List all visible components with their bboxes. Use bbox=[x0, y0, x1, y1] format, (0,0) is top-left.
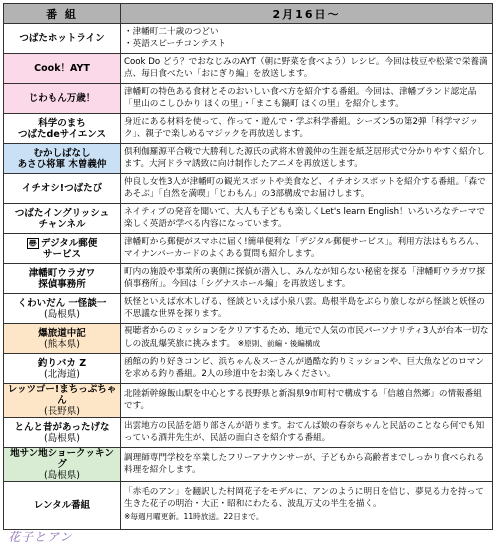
program-name-cell bbox=[4, 114, 121, 144]
program-name bbox=[7, 148, 117, 159]
program-row bbox=[4, 144, 493, 174]
program-name bbox=[7, 384, 117, 406]
description-line: 「赤毛のアン」を翻訳した村岡花子をモデルに、アンのように明日を信じ、夢見る力を持って生きた花子の明治・大正・昭和にわたる、波乱万丈の半生を描く。 bbox=[124, 487, 484, 510]
program-description bbox=[121, 418, 493, 448]
program-region bbox=[7, 406, 117, 417]
description-line: 函館の釣り好きコンビ、浜ちゃん＆スーさんが過酷な釣りミッションや、巨大魚などのロマンを求める釣り番組。2人の珍道中をお楽しみください。 bbox=[124, 356, 484, 379]
program-name bbox=[7, 208, 117, 219]
description-line: 津幡町から郵便がスマホに届く!簡単便利な「デジタル郵便サービス」。利用方法はもちろん、マイナンバーカードのよくある質問も紹介します。 bbox=[124, 236, 484, 259]
program-name bbox=[7, 448, 117, 470]
rental-program-logo: 花子とアン bbox=[8, 530, 73, 544]
program-name-text: つばたdeサイエンス bbox=[18, 128, 106, 140]
program-name-cell bbox=[4, 54, 121, 84]
program-name-cell bbox=[4, 324, 121, 354]
program-name-text: チャンネル bbox=[38, 218, 86, 230]
program-name-text: つばたホットライン bbox=[19, 33, 105, 44]
program-row bbox=[4, 324, 493, 354]
program-region bbox=[7, 249, 117, 260]
program-row bbox=[4, 294, 493, 324]
postal-mark-icon: 〠 bbox=[28, 238, 37, 248]
program-name-text: デジタル郵便 bbox=[40, 237, 98, 249]
program-name-text: あさひ将軍 木曽義仲 bbox=[17, 158, 107, 170]
program-name-text: (熊本県) bbox=[44, 338, 80, 350]
description-line: 津幡町の特色ある食材とそのおいしい食べ方を紹介する番組。今回は、津幡ブランド認定品「里山のこしひかり ほくの里」・「まこも鍋町 ほくの里」を紹介します。 bbox=[124, 86, 477, 109]
schedule-table bbox=[3, 3, 493, 530]
program-description bbox=[121, 84, 493, 114]
program-row bbox=[4, 84, 493, 114]
description-line: 妖怪といえば水木しげる、怪談といえば小泉八雲。島根半島をぶらり旅しながら怪談と妖怪の不思議な世界を探ります。 bbox=[124, 296, 485, 319]
program-description bbox=[121, 482, 493, 530]
program-name-text: レンタル番組 bbox=[33, 500, 91, 511]
program-region bbox=[7, 219, 117, 230]
program-row bbox=[4, 24, 493, 54]
description-line: 出雲地方の民話を語り部さんが語ります。おてんば娘の春奈ちゃんと民話のことなら何でも知っている酒井先生が、民話の面白さを紹介する番組。 bbox=[124, 420, 485, 443]
program-name-text: 科学のまち bbox=[38, 117, 86, 129]
program-name-text: (島根県) bbox=[44, 432, 80, 444]
description-line: 視聴者からのミッションをクリアするため、地元で人気の市民パーソナリティ3人が台本一切なしの波乱爆笑旅に挑みます。 ※原則、前編・後編構成 bbox=[124, 326, 489, 349]
program-name-text: (島根県) bbox=[44, 308, 80, 320]
date-column-header: 2月16日～ bbox=[121, 4, 493, 24]
program-description bbox=[121, 174, 493, 204]
program-name bbox=[7, 422, 117, 433]
program-name-cell bbox=[4, 204, 121, 234]
description-line: ・英語スピーチコンテスト bbox=[124, 38, 227, 49]
program-name-text: むかしばなし bbox=[33, 147, 91, 159]
program-name-text: とんと昔があったげな bbox=[14, 421, 110, 433]
program-name bbox=[7, 500, 117, 511]
description-line: 仲良し女性3人が津幡町の観光スポットや美食など、イチオシスポットを紹介する番組。「森であそぶ」「自然を満喫」「じわもん」の3部構成でお届けします。 bbox=[124, 176, 486, 199]
program-description bbox=[121, 204, 493, 234]
program-name bbox=[7, 358, 117, 369]
program-name-cell bbox=[4, 448, 121, 482]
program-name-text: くわいだん 一怪談一 bbox=[17, 297, 107, 309]
program-row bbox=[4, 418, 493, 448]
description-line: ・津幡町二十歳のつどい bbox=[124, 26, 219, 37]
program-description bbox=[121, 294, 493, 324]
program-name bbox=[7, 328, 117, 339]
program-description bbox=[121, 144, 493, 174]
program-region bbox=[7, 339, 117, 350]
program-name-text: イチオシ!つばたび bbox=[21, 183, 103, 194]
program-region bbox=[7, 470, 117, 481]
program-description bbox=[121, 264, 493, 294]
program-name-cell bbox=[4, 24, 121, 54]
program-region bbox=[7, 369, 117, 380]
program-name-cell bbox=[4, 384, 121, 418]
program-name-text: 津幡町ウラガワ bbox=[28, 267, 96, 279]
program-name-text: (島根県) bbox=[44, 470, 80, 481]
program-name-text: (長野県) bbox=[44, 406, 80, 417]
program-name-cell bbox=[4, 354, 121, 384]
program-row bbox=[4, 54, 493, 84]
description-line: ネイティブの発音を聞いて、大人も子どもも楽しくLet's learn English！いろいろなテーマで楽しく英語が学べる内容になっています。 bbox=[124, 206, 485, 229]
description-line: Cook Do どう？でおなじみのAYT（朝に野菜を食べよう）レシピ。今回は枝豆や松菜で栄養満点、毎日食べたい「おにぎり編」を放送します。 bbox=[124, 56, 488, 79]
program-name-cell bbox=[4, 294, 121, 324]
program-name-text: (北海道) bbox=[44, 368, 80, 380]
program-region bbox=[7, 279, 117, 290]
program-name-text: 爆旅道中記 bbox=[38, 327, 86, 339]
program-name bbox=[7, 33, 117, 44]
program-description bbox=[121, 354, 493, 384]
description-line: 北陸新幹線飯山駅を中心とする長野県と新潟県9市町村で構成する「信越自然郷」の情報番組です。 bbox=[124, 388, 482, 411]
program-name-text: サービス bbox=[42, 248, 81, 260]
program-description bbox=[121, 24, 493, 54]
program-name bbox=[7, 238, 117, 249]
program-description bbox=[121, 114, 493, 144]
program-name-text: 地サン地ショークッキング bbox=[10, 448, 114, 470]
program-row bbox=[4, 482, 493, 530]
program-column-header: 番 組 bbox=[4, 4, 121, 24]
description-line: 町内の施設や事業所の裏側に探偵が潜入し、みんなが知らない秘密を探る「津幡町ウラガワ探偵事務所」。今回は「シグナスホール編」を再放送します。 bbox=[124, 266, 485, 289]
program-row bbox=[4, 204, 493, 234]
program-description bbox=[121, 384, 493, 418]
program-name-cell bbox=[4, 482, 121, 530]
program-name-cell bbox=[4, 264, 121, 294]
program-description bbox=[121, 324, 493, 354]
program-name-cell bbox=[4, 174, 121, 204]
description-line: 調理師専門学校を卒業したフリーアナウンサーが、子どもから高齢者までしっかり食べられる料理を紹介します。 bbox=[124, 452, 485, 475]
header-row bbox=[4, 4, 493, 24]
program-name-cell bbox=[4, 84, 121, 114]
program-row bbox=[4, 264, 493, 294]
program-region bbox=[7, 129, 117, 140]
program-name-text: つばたイングリッシュ bbox=[14, 207, 110, 219]
description-note: ※原則、前編・後編構成 bbox=[237, 339, 321, 348]
program-row bbox=[4, 354, 493, 384]
description-line: 身近にある材料を使って、作って・遊んで・学ぶ科学番組。シーズン5の第2弾「科学マジック」、親子で楽しめるマジックを再放送します。 bbox=[124, 116, 479, 139]
program-name bbox=[7, 268, 117, 279]
program-description bbox=[121, 448, 493, 482]
program-name-text: レッツゴー!まちっぷちゃん bbox=[7, 384, 117, 406]
program-row bbox=[4, 114, 493, 144]
program-name bbox=[7, 183, 117, 194]
program-row bbox=[4, 448, 493, 482]
description-line: 倶利伽羅源平合戦で大勝利した源氏の武将木曽義仲の生涯を紙芝居形式で分かりやすく紹介します。大河ドラマ誘致に向け制作したアニメを再放送します。 bbox=[124, 146, 485, 169]
program-region bbox=[7, 433, 117, 444]
program-name-cell bbox=[4, 144, 121, 174]
program-name-text: 釣りバカ Z bbox=[37, 357, 87, 369]
program-row bbox=[4, 234, 493, 264]
program-name-text: 探偵事務所 bbox=[38, 278, 86, 290]
program-name bbox=[7, 93, 117, 104]
program-name-cell bbox=[4, 234, 121, 264]
program-row bbox=[4, 384, 493, 418]
schedule-body bbox=[4, 24, 493, 530]
program-row bbox=[4, 174, 493, 204]
program-description bbox=[121, 54, 493, 84]
program-name-text: Cook！AYT bbox=[34, 63, 90, 74]
program-description bbox=[121, 234, 493, 264]
program-name bbox=[7, 63, 117, 74]
program-name bbox=[7, 118, 117, 129]
program-name-cell bbox=[4, 418, 121, 448]
program-name-text: じわもん万歳！ bbox=[28, 93, 96, 104]
program-region bbox=[7, 309, 117, 320]
program-name bbox=[7, 298, 117, 309]
program-region bbox=[7, 159, 117, 170]
description-note: ※毎週月曜更新。11時放送。22日まで。 bbox=[124, 511, 264, 521]
